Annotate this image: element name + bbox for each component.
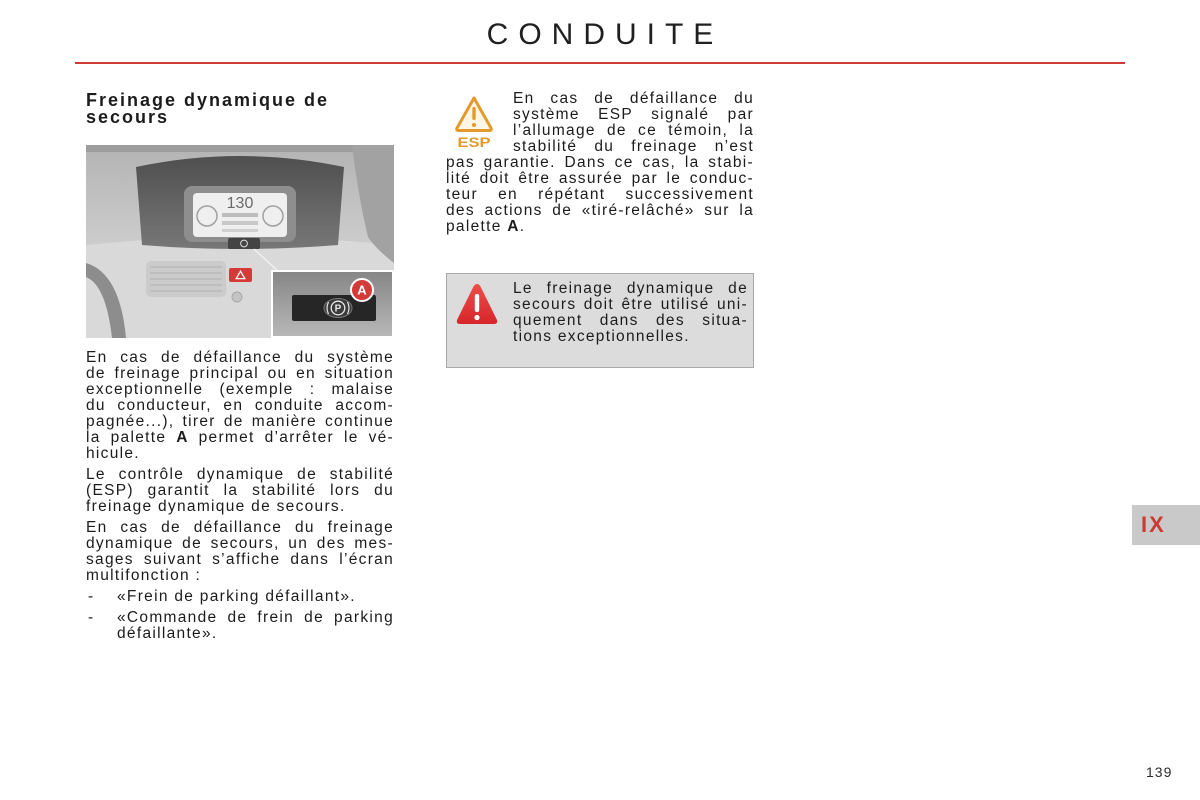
text-segment: la palette [86,429,177,446]
list-item-text [117,610,394,642]
bold-reference-label: A [176,429,189,446]
left-column-body [86,350,394,647]
page-title: CONDUITE [486,18,724,51]
inset-zoom [272,271,393,337]
text-line: secours doit être utilisé uni- [513,296,748,313]
text-line: lité doit être assurée par le conduc- [446,170,754,187]
chapter-tab [1132,505,1200,545]
control-knob [232,292,242,302]
warning-exclamation-dot [474,315,479,320]
list-item-text [117,589,394,605]
text-line: hicule. [86,445,140,462]
dashboard-illustration [86,145,394,338]
text-line: l’allumage de ce témoin, la [513,122,754,139]
display-info-bar [222,221,258,225]
list-item [86,589,394,605]
text-line: dynamique de secours, un des mes- [86,535,394,552]
text-line: (ESP) garantit la stabilité lors du [86,482,394,499]
text-line: En cas de défaillance du système [86,349,394,366]
text-line: exceptionnelle (exemple : malaise [86,381,394,398]
text-line [86,430,394,446]
warning-triangle-icon [455,282,499,326]
windshield-edge [86,145,394,152]
list-bullet: - [88,609,95,626]
text-line: tions exceptionnelles. [513,328,690,345]
text-line: freinage dynamique de secours. [86,498,346,515]
air-vent [146,261,226,297]
text-line: système ESP signalé par [513,106,754,123]
section-heading [86,92,386,126]
warning-exclamation-bar [475,294,479,312]
body-paragraph [86,350,394,462]
body-paragraph [86,520,394,584]
page-number: 139 [1146,764,1173,780]
text-line [446,219,754,235]
text-line: quement dans des situa- [513,312,748,329]
text-line: «Frein de parking défaillant». [117,588,356,605]
esp-description [446,91,754,235]
parking-symbol: P [334,303,342,315]
list-item [86,610,394,642]
bold-reference-label: A [507,218,520,235]
list-bullet: - [88,588,95,605]
title-rule [75,62,1125,64]
display-info-bar [222,213,258,217]
text-line: sages suivant s’affiche dans l’écran [86,551,394,568]
text-line: «Commande de frein de parking [117,609,394,626]
text-line: multifonction : [86,567,202,584]
text-line: du conducteur, en conduite accom- [86,397,394,414]
body-paragraph [86,467,394,515]
callout-a-label: A [357,282,367,298]
text-line: secours [86,107,170,127]
text-line: stabilité du freinage n’est [513,138,754,155]
text-line: En cas de défaillance du freinage [86,519,394,536]
text-line: Le contrôle dynamique de stabilité [86,466,394,483]
text-segment: permet d’arrêter le vé- [188,429,394,446]
text-line: Freinage dynamique de [86,90,330,110]
esp-icon-label: ESP [457,134,491,150]
display-info-bar [222,229,258,232]
text-line: des actions de «tiré-relâché» sur la [446,202,754,219]
text-line: Le freinage dynamique de [513,280,748,297]
text-segment: palette [446,218,508,235]
text-line: défaillante». [117,625,218,642]
speed-readout: 130 [226,195,254,212]
text-line: En cas de défaillance du [513,90,754,107]
text-line: de freinage principal ou en situation [86,365,394,382]
text-line: pagnée...), tirer de manière continue [86,413,394,430]
text-line: teur en répétant successivement [446,186,754,203]
text-line: pas garantie. Dans ce cas, la stabi- [446,154,754,171]
chapter-tab-label: IX [1141,512,1166,537]
warning-note-text [513,281,748,345]
text-segment: . [519,218,526,235]
